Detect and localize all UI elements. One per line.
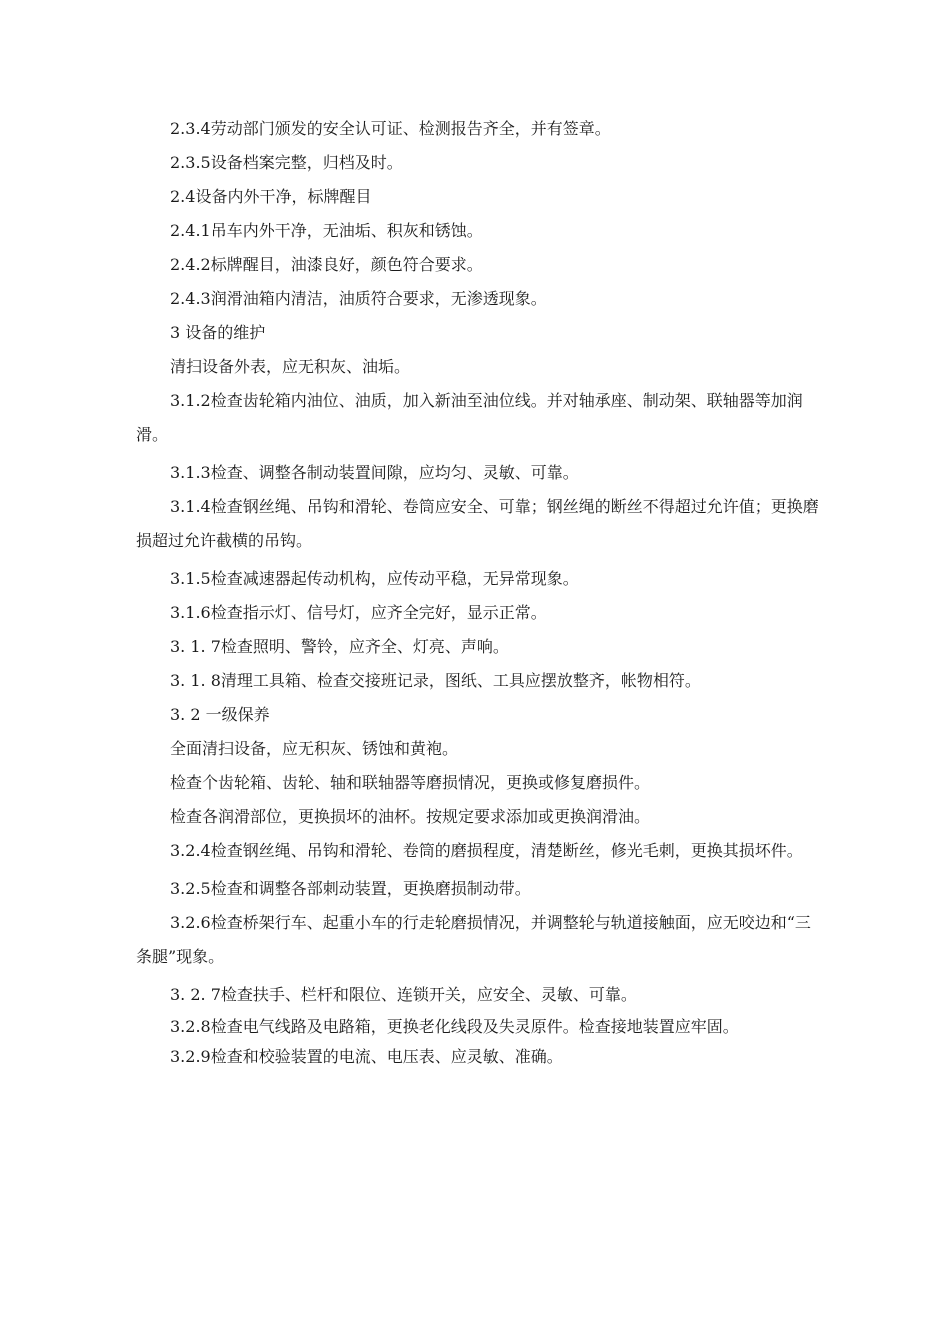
paragraph-3-2-1: 全面清扫设备，应无积灰、锈蚀和黄袍。 (170, 739, 459, 758)
paragraph-2-3-5: 2.3.5设备档案完整，归档及时。 (170, 153, 403, 172)
paragraph-3-1-6: 3.1.6检查指示灯、信号灯，应齐全完好，显示正常。 (170, 603, 547, 622)
paragraph-3-2-9: 3.2.9检查和校验装置的电流、电压表、应灵敏、准确。 (170, 1047, 563, 1066)
paragraph-2-4-2: 2.4.2标牌醒目，油漆良好，颜色符合要求。 (170, 255, 483, 274)
paragraph-3-1-2: 3.1.2检查齿轮箱内油位、油质，加入新油至油位线。并对轴承座、制动架、联轴器等加润滑。 (136, 391, 803, 444)
paragraph-3-2-8: 3.2.8检查电气线路及电路箱，更换老化线段及失灵原件。检查接地装置应牢固。 (170, 1017, 739, 1036)
paragraph-3-2-3: 检查各润滑部位，更换损坏的油杯。按规定要求添加或更换润滑油。 (170, 807, 651, 826)
paragraph-2-4-3: 2.4.3润滑油箱内清洁，油质符合要求，无渗透现象。 (170, 289, 547, 308)
heading-2-4: 2.4设备内外干净，标牌醒目 (170, 187, 372, 206)
heading-3-2: 3. 2 一级保养 (170, 705, 270, 724)
paragraph-3-1-8: 3. 1. 8清理工具箱、检查交接班记录，图纸、工具应摆放整齐，帐物相符。 (170, 671, 701, 690)
paragraph-3-1-5: 3.1.5检查减速器起传动机构，应传动平稳，无异常现象。 (170, 569, 579, 588)
paragraph-3-1-3: 3.1.3检查、调整各制动装置间隙，应均匀、灵敏、可靠。 (170, 463, 579, 482)
paragraph-3-2-2: 检查个齿轮箱、齿轮、轴和联轴器等磨损情况，更换或修复磨损件。 (170, 773, 651, 792)
paragraph-3-2-5: 3.2.5检查和调整各部刺动装置，更换磨损制动带。 (170, 879, 531, 898)
paragraph-3-2-7: 3. 2. 7检查扶手、栏杆和限位、连锁开关，应安全、灵敏、可靠。 (170, 985, 637, 1004)
paragraph-3-1-7: 3. 1. 7检查照明、警铃，应齐全、灯亮、声响。 (170, 637, 509, 656)
paragraph-3-1-4: 3.1.4检查钢丝绳、吊钩和滑轮、卷筒应安全、可靠；钢丝绳的断丝不得超过允许值；更换磨损超过允许截横的吊钩。 (136, 497, 819, 550)
document-body (136, 112, 826, 1072)
paragraph-3-1-1: 清扫设备外表，应无积灰、油垢。 (170, 357, 411, 376)
heading-3: 3 设备的维护 (170, 323, 266, 342)
paragraph-3-2-4: 3.2.4检查钢丝绳、吊钩和滑轮、卷筒的磨损程度，清楚断丝，修光毛刺，更换其损坏件。 (170, 841, 803, 860)
paragraph-2-3-4: 2.3.4劳动部门颁发的安全认可证、检测报告齐全，并有签章。 (170, 119, 611, 138)
paragraph-2-4-1: 2.4.1吊车内外干净，无油垢、积灰和锈蚀。 (170, 221, 483, 240)
paragraph-3-2-6: 3.2.6检查桥架行车、起重小车的行走轮磨损情况，并调整轮与轨道接触面，应无咬边和“三条腿”现象。 (136, 913, 811, 966)
